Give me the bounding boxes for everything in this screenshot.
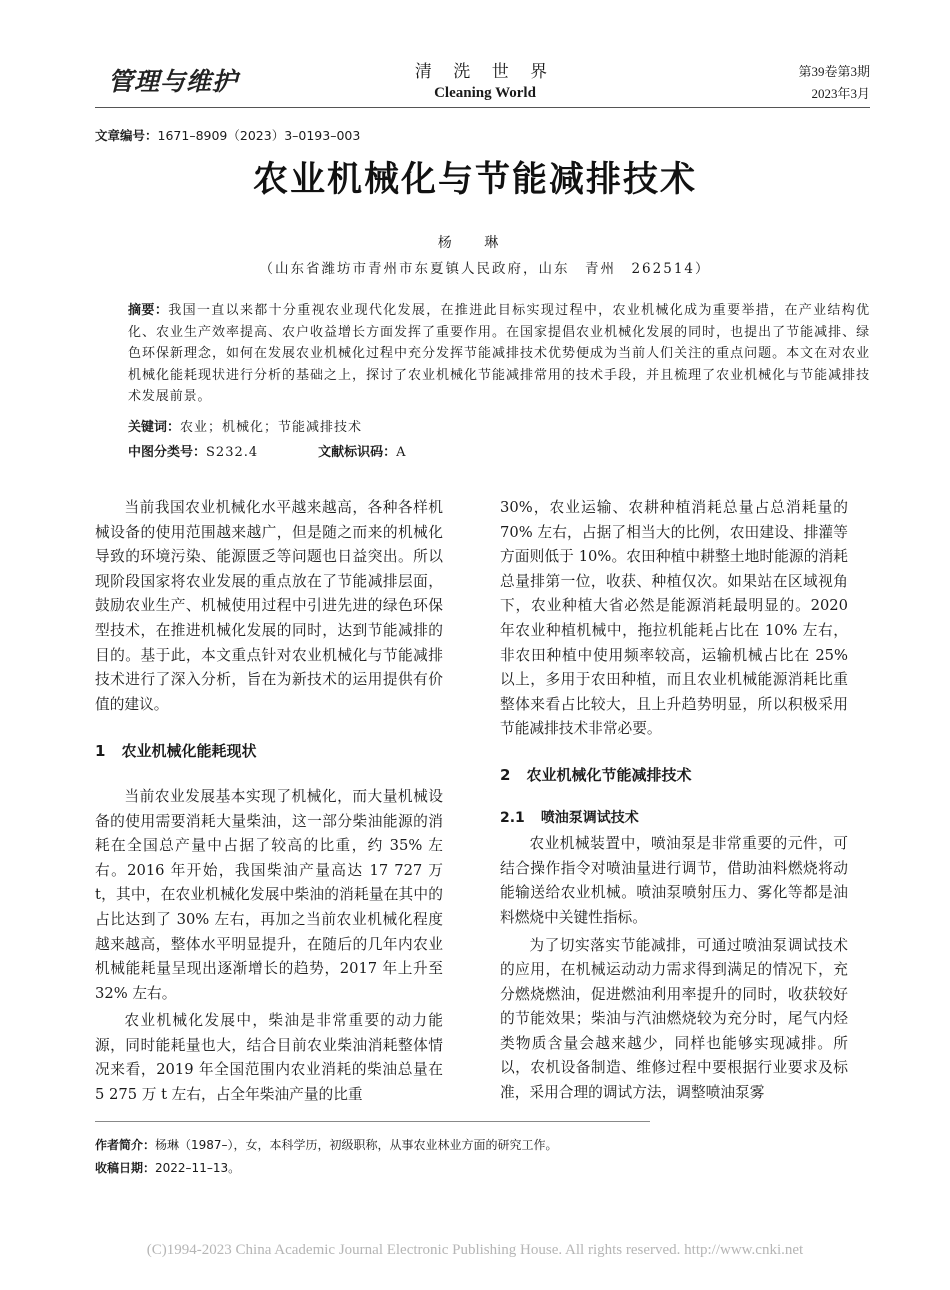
section-heading [500, 763, 848, 788]
journal-name-cn: 清 洗 世 界 [414, 62, 556, 82]
issue-date: 2023年3月 [811, 86, 870, 101]
abstract-label: 摘要： [128, 303, 169, 318]
section-logo: 管理与维护 [108, 67, 239, 96]
journal-name-en: Cleaning World [434, 85, 536, 101]
clc-label: 中图分类号： [128, 445, 207, 460]
keywords-label: 关键词： [128, 420, 181, 435]
article-number [95, 126, 360, 144]
keywords-text: 农业；机械化；节能减排技术 [180, 420, 363, 435]
abstract-text: 我国一直以来都十分重视农业现代化发展，在推进此目标实现过程中，农业机械化成为重要举措，在产业结构优化、农业生产效率提高、农户收益增长方面发挥了重要作用。在国家提倡农业机械化发展的同时，也提出了节能减排、绿色环保新理念，如何在发展农业机械化过程中充分发挥节能减排技术优势便成为当前人们关注的重点问题。本文在对农业机械化能耗现状进行分析的基础之上，探讨了农业机械化节能减排常用的技术手段，并且梳理了农业机械化与节能减排技术发展前景。 [128, 303, 870, 405]
author-name: 杨 琳 [437, 235, 513, 251]
subsection-number: 2.1 [500, 809, 525, 826]
section-title: 农业机械化节能减排技术 [526, 765, 692, 784]
body-paragraph: 30%，农业运输、农耕种植消耗总量占总消耗量的 70% 左右，占据了相当大的比例，农田建设、排灌等方面则低于 10%。农田种植中耕整土地时能源的消耗总量排第一位，收获、种植仅次。如果站在区域视角下，农业种植大省必然是能源消耗最明显的。2020 年农业种植机械中，拖拉机能耗占比在 10% 左右，非农田种植中使用频率较高，运输机械占比在 25% 以上，多用于农田种植，而且农业机械能源消耗比重整体来看占比较大，且上升趋势明显，所以积极采用节能减排技术非常必要。 [500, 499, 848, 738]
header-rule [95, 107, 870, 108]
author-affiliation: （山东省潍坊市青州市东夏镇人民政府，山东 青州 262514） [259, 261, 711, 277]
author-bio-text: 杨琳（1987–），女，本科学历，初级职称，从事农业林业方面的研究工作。 [155, 1138, 558, 1152]
article-number-value: 1671–8909（2023）3–0193–003 [157, 128, 361, 143]
body-paragraph: 当前我国农业机械化水平越来越高，各种各样机械设备的使用范围越来越广，但是随之而来的机械化导致的环境污染、能源匮乏等问题也日益突出。所以现阶段国家将农业发展的重点放在了节能减排层面，鼓励农业生产、机械使用过程中引进先进的绿色环保型技术，在推进机械化发展的同时，达到节能减排的目的。基于此，本文重点针对农业机械化与节能减排技术进行了深入分析，旨在为新技术的运用提供有价值的建议。 [95, 499, 443, 713]
subsection-heading [500, 806, 848, 831]
clc-value: S232.4 [206, 445, 259, 460]
section-title: 农业机械化能耗现状 [121, 742, 257, 761]
received-date [95, 1159, 240, 1176]
received-date-text: 2022–11–13。 [155, 1161, 241, 1175]
volume-issue: 第39卷第3期 [798, 64, 870, 79]
author-bio [95, 1136, 558, 1153]
body-paragraph: 农业机械化发展中，柴油是非常重要的动力能源，同时能耗量也大，结合目前农业柴油消耗整体情况来看，2019 年全国范围内农业消耗的柴油总量在 5 275 万 t 左右，占全年柴油产量的比重 [95, 1012, 443, 1104]
subsection-title: 喷油泵调试技术 [540, 809, 639, 826]
section-number: 1 [95, 742, 106, 761]
page-title: 农业机械化与节能减排技术 [252, 160, 697, 200]
received-date-label: 收稿日期： [95, 1161, 156, 1175]
abstract [128, 300, 870, 408]
body-paragraph: 当前农业发展基本实现了机械化，而大量机械设备的使用需要消耗大量柴油，这一部分柴油能源的消耗在全国总产量中占据了较高的比重，约 35% 左右。2016 年开始，我国柴油产量高达 17 727 万 t，其中，在农业机械化发展中柴油的消耗量在其中的占比达到了 30% 左右，再加之当前农业机械化程度越来越高，整体水平明显提升，在随后的几年内农业机械能耗量呈现出逐渐增长的趋势，2017 年上升至 32% 左右。 [95, 787, 443, 1002]
doc-code-value: A [396, 445, 407, 460]
body-paragraph: 为了切实落实节能减排，可通过喷油泵调试技术的应用，在机械运动动力需求得到满足的情况下，充分燃烧燃油，促进燃油利用率提升的同时，收获较好的节能效果；柴油与汽油燃烧较为充分时，尾气内烃类物质含量会越来越少，同样也能够实现减排。所以，农机设备制造、维修过程中要根据行业要求及标准，采用合理的调试方法，调整喷油泵雾 [500, 936, 848, 1102]
doc-code-label: 文献标识码： [318, 445, 397, 460]
keywords [128, 416, 362, 435]
section-number: 2 [500, 765, 511, 784]
article-number-label: 文章编号： [95, 128, 158, 143]
footnote-rule [95, 1121, 650, 1122]
author-bio-label: 作者简介： [95, 1138, 156, 1152]
copyright-watermark: (C)1994-2023 China Academic Journal Electronic Publishing House. All rights reserved. http://www.cnki.net [146, 1242, 804, 1258]
body-paragraph: 农业机械装置中，喷油泵是非常重要的元件，可结合操作指令对喷油量进行调节，借助油料燃烧将动能输送给农业机械。喷油泵喷射压力、雾化等都是油料燃烧中关键性指标。 [500, 835, 848, 926]
classification [128, 441, 407, 460]
right-column [500, 496, 848, 1106]
issue-info [740, 61, 870, 105]
section-heading [95, 739, 443, 764]
left-column [95, 496, 443, 1108]
